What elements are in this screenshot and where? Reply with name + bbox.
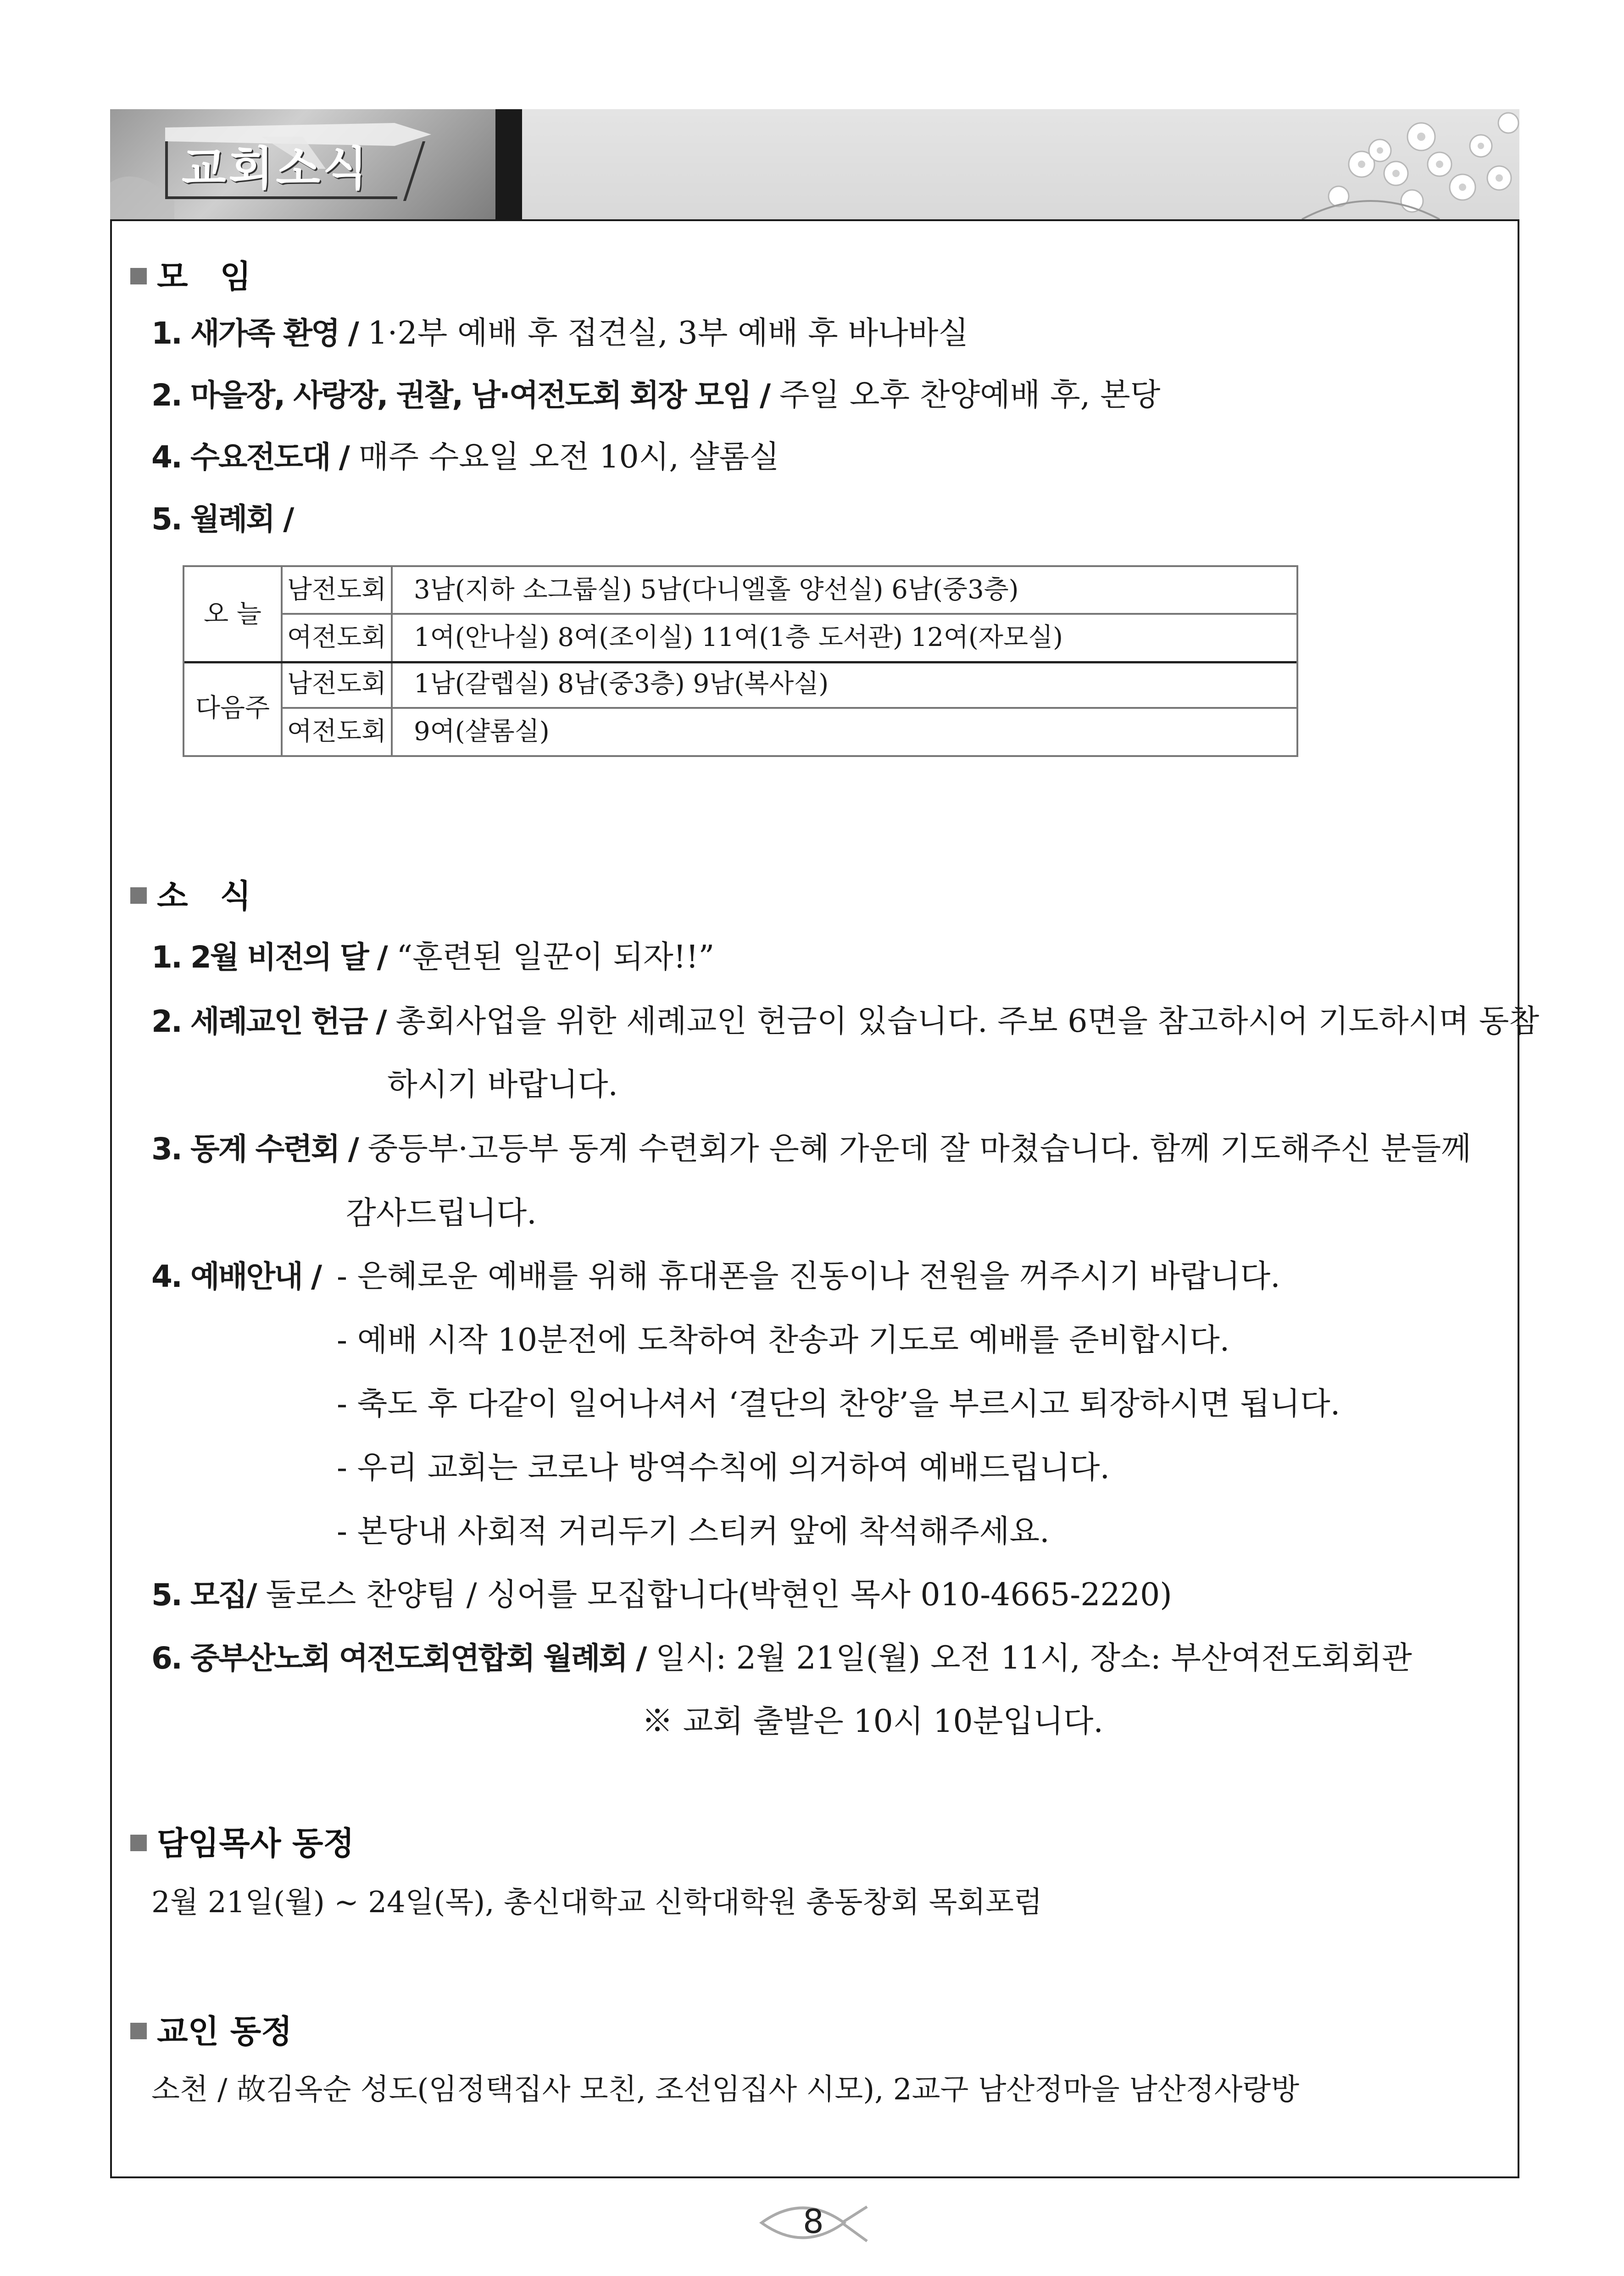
meeting-item-5: 5. 월례회 / [151, 501, 293, 537]
news-item-4: 4. 예배안내 / [151, 1259, 321, 1294]
pastor-schedule: 2월 21일(월) ~ 24일(목), 총신대학교 신학대학원 총동창회 목회포럼 [151, 1886, 1042, 1920]
table-group-next-week: 다음주 [195, 693, 270, 723]
content-frame [110, 219, 1540, 2178]
square-bullet-icon [130, 268, 147, 284]
members-news: 소천 / 故김옥순 성도(임정택집사 모친, 조선임집사 시모), 2교구 남산정마을 남산정사랑방 [151, 2073, 1300, 2107]
table-org: 여전도회 [287, 623, 387, 652]
worship-guide-line: - 예배 시작 10분전에 도착하여 찬송과 기도로 예배를 준비합시다. [337, 1322, 1230, 1358]
square-bullet-icon [130, 887, 147, 904]
news-item-2: 2. 세례교인 헌금 / 총회사업을 위한 세례교인 헌금이 있습니다. 주보 6면을 참고하시어 기도하시며 동참 [151, 1003, 1540, 1040]
square-bullet-icon [130, 2023, 147, 2039]
flower-decoration-icon [522, 109, 1519, 219]
monthly-meeting-table [183, 565, 1298, 757]
meeting-item-4: 4. 수요전도대 / 매주 수요일 오전 10시, 샬롬실 [151, 439, 779, 475]
page-number: 8 [752, 2198, 872, 2248]
worship-guide-line: - 본당내 사회적 거리두기 스티커 앞에 착석해주세요. [337, 1514, 1050, 1550]
news-item-5: 5. 모집/ 둘로스 찬양팀 / 싱어를 모집합니다(박현인 목사 010-4665-2220) [151, 1577, 1172, 1613]
news-item-6: 6. 중부산노회 여전도회연합회 월례회 / 일시: 2월 21일(월) 오전 11시, 장소: 부산여전도회회관 [151, 1640, 1412, 1676]
worship-guide-line: - 은혜로운 예배를 위해 휴대폰을 진동이나 전원을 꺼주시기 바랍니다. [337, 1258, 1280, 1295]
news-item-3: 3. 동계 수련회 / 중등부·고등부 동계 수련회가 은혜 가운데 잘 마쳤습니다. 함께 기도해주신 분들께 [151, 1131, 1471, 1167]
header-flower-panel [522, 109, 1519, 219]
table-org: 남전도회 [287, 669, 387, 699]
news-item-2-continued: 하시기 바랍니다. [387, 1067, 618, 1103]
news-item-6-continued: ※ 교회 출발은 10시 10분입니다. [642, 1703, 1104, 1740]
table-places: 9여(샬롬실) [414, 717, 550, 746]
meeting-item-2: 2. 마을장, 사랑장, 권찰, 남·여전도회 회장 모임 / 주일 오후 찬양예배 후, 본당 [151, 377, 1161, 413]
section-heading-pastor: 담임목사 동정 [130, 1818, 354, 1864]
section-heading-news: 소 식 [130, 870, 251, 917]
worship-guide-line: - 축도 후 다같이 일어나셔서 ‘결단의 찬양’을 부르시고 퇴장하시면 됩니다. [337, 1386, 1340, 1422]
table-org: 여전도회 [287, 717, 387, 746]
meeting-item-1: 1. 새가족 환영 / 1·2부 예배 후 접견실, 3부 예배 후 바나바실 [151, 315, 969, 351]
table-group-today: 오 늘 [204, 599, 261, 629]
page-title: 교회소식 [165, 141, 397, 199]
table-places: 3남(지하 소그룹실) 5남(다니엘홀 양선실) 6남(중3층) [414, 575, 1019, 605]
table-places: 1남(갈렙실) 8남(중3층) 9남(복사실) [414, 669, 829, 699]
worship-guide-line: - 우리 교회는 코로나 방역수칙에 의거하여 예배드립니다. [337, 1450, 1110, 1486]
header-photo-panel [110, 109, 495, 219]
header-banner [110, 109, 1519, 219]
square-bullet-icon [130, 1835, 147, 1851]
table-org: 남전도회 [287, 575, 387, 605]
section-heading-members: 교인 동정 [130, 2006, 292, 2052]
news-item-3-continued: 감사드립니다. [346, 1195, 537, 1231]
header-divider [495, 109, 522, 219]
section-heading-meetings: 모 임 [130, 251, 251, 297]
news-item-1: 1. 2월 비전의 달 / “훈련된 일꾼이 되자!!” [151, 939, 715, 975]
table-places: 1여(안나실) 8여(조이실) 11여(1층 도서관) 12여(자모실) [414, 623, 1063, 652]
